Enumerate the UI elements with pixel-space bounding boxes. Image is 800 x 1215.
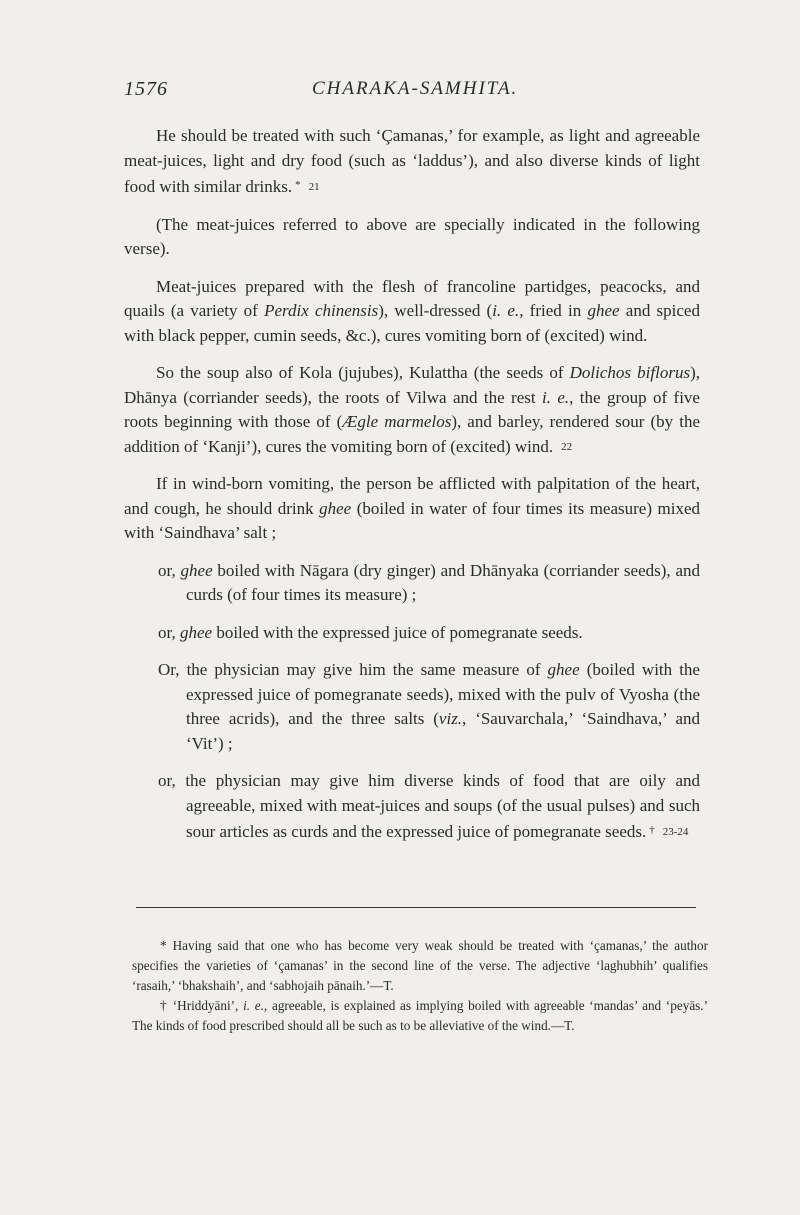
paragraph-1 (124, 124, 700, 200)
paragraph-8-italic-2: viz., (438, 709, 467, 728)
paragraph-8-part-a: Or, the physician may give him the same measure of (158, 660, 548, 679)
paragraph-8-part-b: (boiled with the expressed juice of pomegranate seeds), mixed with the pulv of Vyosha (the three acrids), and the three salts ( (186, 660, 700, 728)
footnote-divider (136, 907, 696, 908)
footnote-2 (132, 996, 708, 1036)
footnote-mark-1: * (295, 179, 301, 191)
paragraph-8 (124, 658, 700, 756)
main-text (124, 124, 700, 845)
paragraph-4-italic-1: Dolichos biflorus (569, 363, 691, 382)
paragraph-5-italic-1: ghee (319, 498, 352, 518)
verse-number-21: 21 (308, 181, 320, 193)
paragraph-3-part-c: fried in (523, 301, 588, 320)
paragraph-7-italic-1: ghee (179, 622, 213, 642)
paragraph-4-italic-2: i. e., (542, 387, 574, 407)
paragraph-5-part-a: If in wind-born vomiting, the person be afflicted with palpitation of the heart, and cough, he should drink (124, 474, 700, 518)
running-title: CHARAKA-SAMHITA. (312, 78, 519, 99)
paragraph-6-part-a: or, (158, 560, 181, 580)
paragraph-4-part-d: ), and barley, rendered sour (by the addition of ‘Kanji’), cures the vomiting born of (excited) wind. (124, 412, 700, 456)
paragraph-8-italic-1: ghee (547, 660, 580, 679)
paragraph-7-part-b: boiled with the expressed juice of pomegranate seeds. (212, 622, 583, 642)
paragraph-7-part-a: or, (158, 622, 180, 642)
paragraph-4-part-a: So the soup also of Kola (jujubes), Kulattha (the seeds of (156, 363, 570, 382)
paragraph-3-part-a: Meat-juices prepared with the flesh of francoline partidges, peacocks, and quails (a variety of (124, 276, 700, 320)
footnote-1: * Having said that one who has become very weak should be treated with ‘çamanas,’ the author specifies the varieties of ‘çamanas’ in the second line of the verse. The adjective ‘laghubhih’ qualifies ‘rasaih,’ ‘bhakshaih’, and ‘sabhojaih pānaih.’—T. (132, 938, 708, 993)
paragraph-9 (124, 769, 700, 845)
paragraph-1-text: He should be treated with such ‘Çamanas,’ for example, as light and agreeable meat-juices, light and dry food (such as ‘laddus’), and also diverse kinds of light food with similar drinks. (124, 126, 700, 196)
footnote-mark-2: † (649, 824, 655, 836)
verse-number-23-24: 23-24 (662, 826, 689, 838)
paragraph-8-part-c: ‘Sauvarchala,’ ‘Saindhava,’ and ‘Vit’) ; (186, 709, 700, 753)
paragraph-6-italic-1: ghee (180, 560, 213, 580)
footnote-2-part-b: agreeable, is explained as implying boiled with agreeable ‘mandas’ and ‘peyās.’ The kinds of food prescribed should all be such as to be alleviative of the wind.—T. (132, 998, 708, 1033)
paragraph-5 (124, 472, 700, 546)
paragraph-3-part-d: and spiced with black pepper, cumin seeds, &c.), cures vomiting born of (excited) wind. (124, 301, 700, 345)
paragraph-3-italic-3: ghee (587, 301, 620, 320)
footnote-2-italic-1: i. e., (243, 998, 268, 1013)
paragraph-5-part-b: (boiled in water of four times its measure) mixed with ‘Saindhava’ salt ; (124, 498, 700, 542)
paragraph-3 (124, 275, 700, 349)
paragraph-3-italic-2: i. e., (492, 301, 524, 320)
paragraph-9-text: or, the physician may give him diverse kinds of food that are oily and agreeable, mixed with meat-juices and soups (of the usual pulses) and such sour articles as curds and the expressed juice of pomegranate seeds. (158, 771, 700, 841)
paragraph-4-part-b: ), Dhānya (corriander seeds), the roots of Vilwa and the rest (124, 363, 700, 407)
footnote-2-part-a: † ‘Hriddyāni’, (160, 998, 244, 1013)
page-number: 1576 (124, 78, 168, 100)
paragraph-4-part-c: the group of five roots beginning with those of ( (124, 387, 700, 431)
paragraph-3-italic-1: Perdix chinensis (264, 301, 379, 320)
paragraph-2: (The meat-juices referred to above are specially indicated in the following verse). (124, 214, 700, 258)
paragraph-4 (124, 361, 700, 459)
verse-number-22: 22 (561, 440, 573, 453)
page-header (124, 78, 684, 104)
paragraph-7 (124, 621, 700, 646)
paragraph-6 (124, 559, 700, 608)
paragraph-4-italic-3: Ægle marmelos (342, 412, 452, 431)
footnotes (132, 936, 708, 1036)
paragraph-6-part-b: boiled with Nāgara (dry ginger) and Dhānyaka (corriander seeds), and curds (of four times its measure) ; (186, 560, 700, 604)
paragraph-3-part-b: ), well-dressed ( (378, 301, 493, 320)
